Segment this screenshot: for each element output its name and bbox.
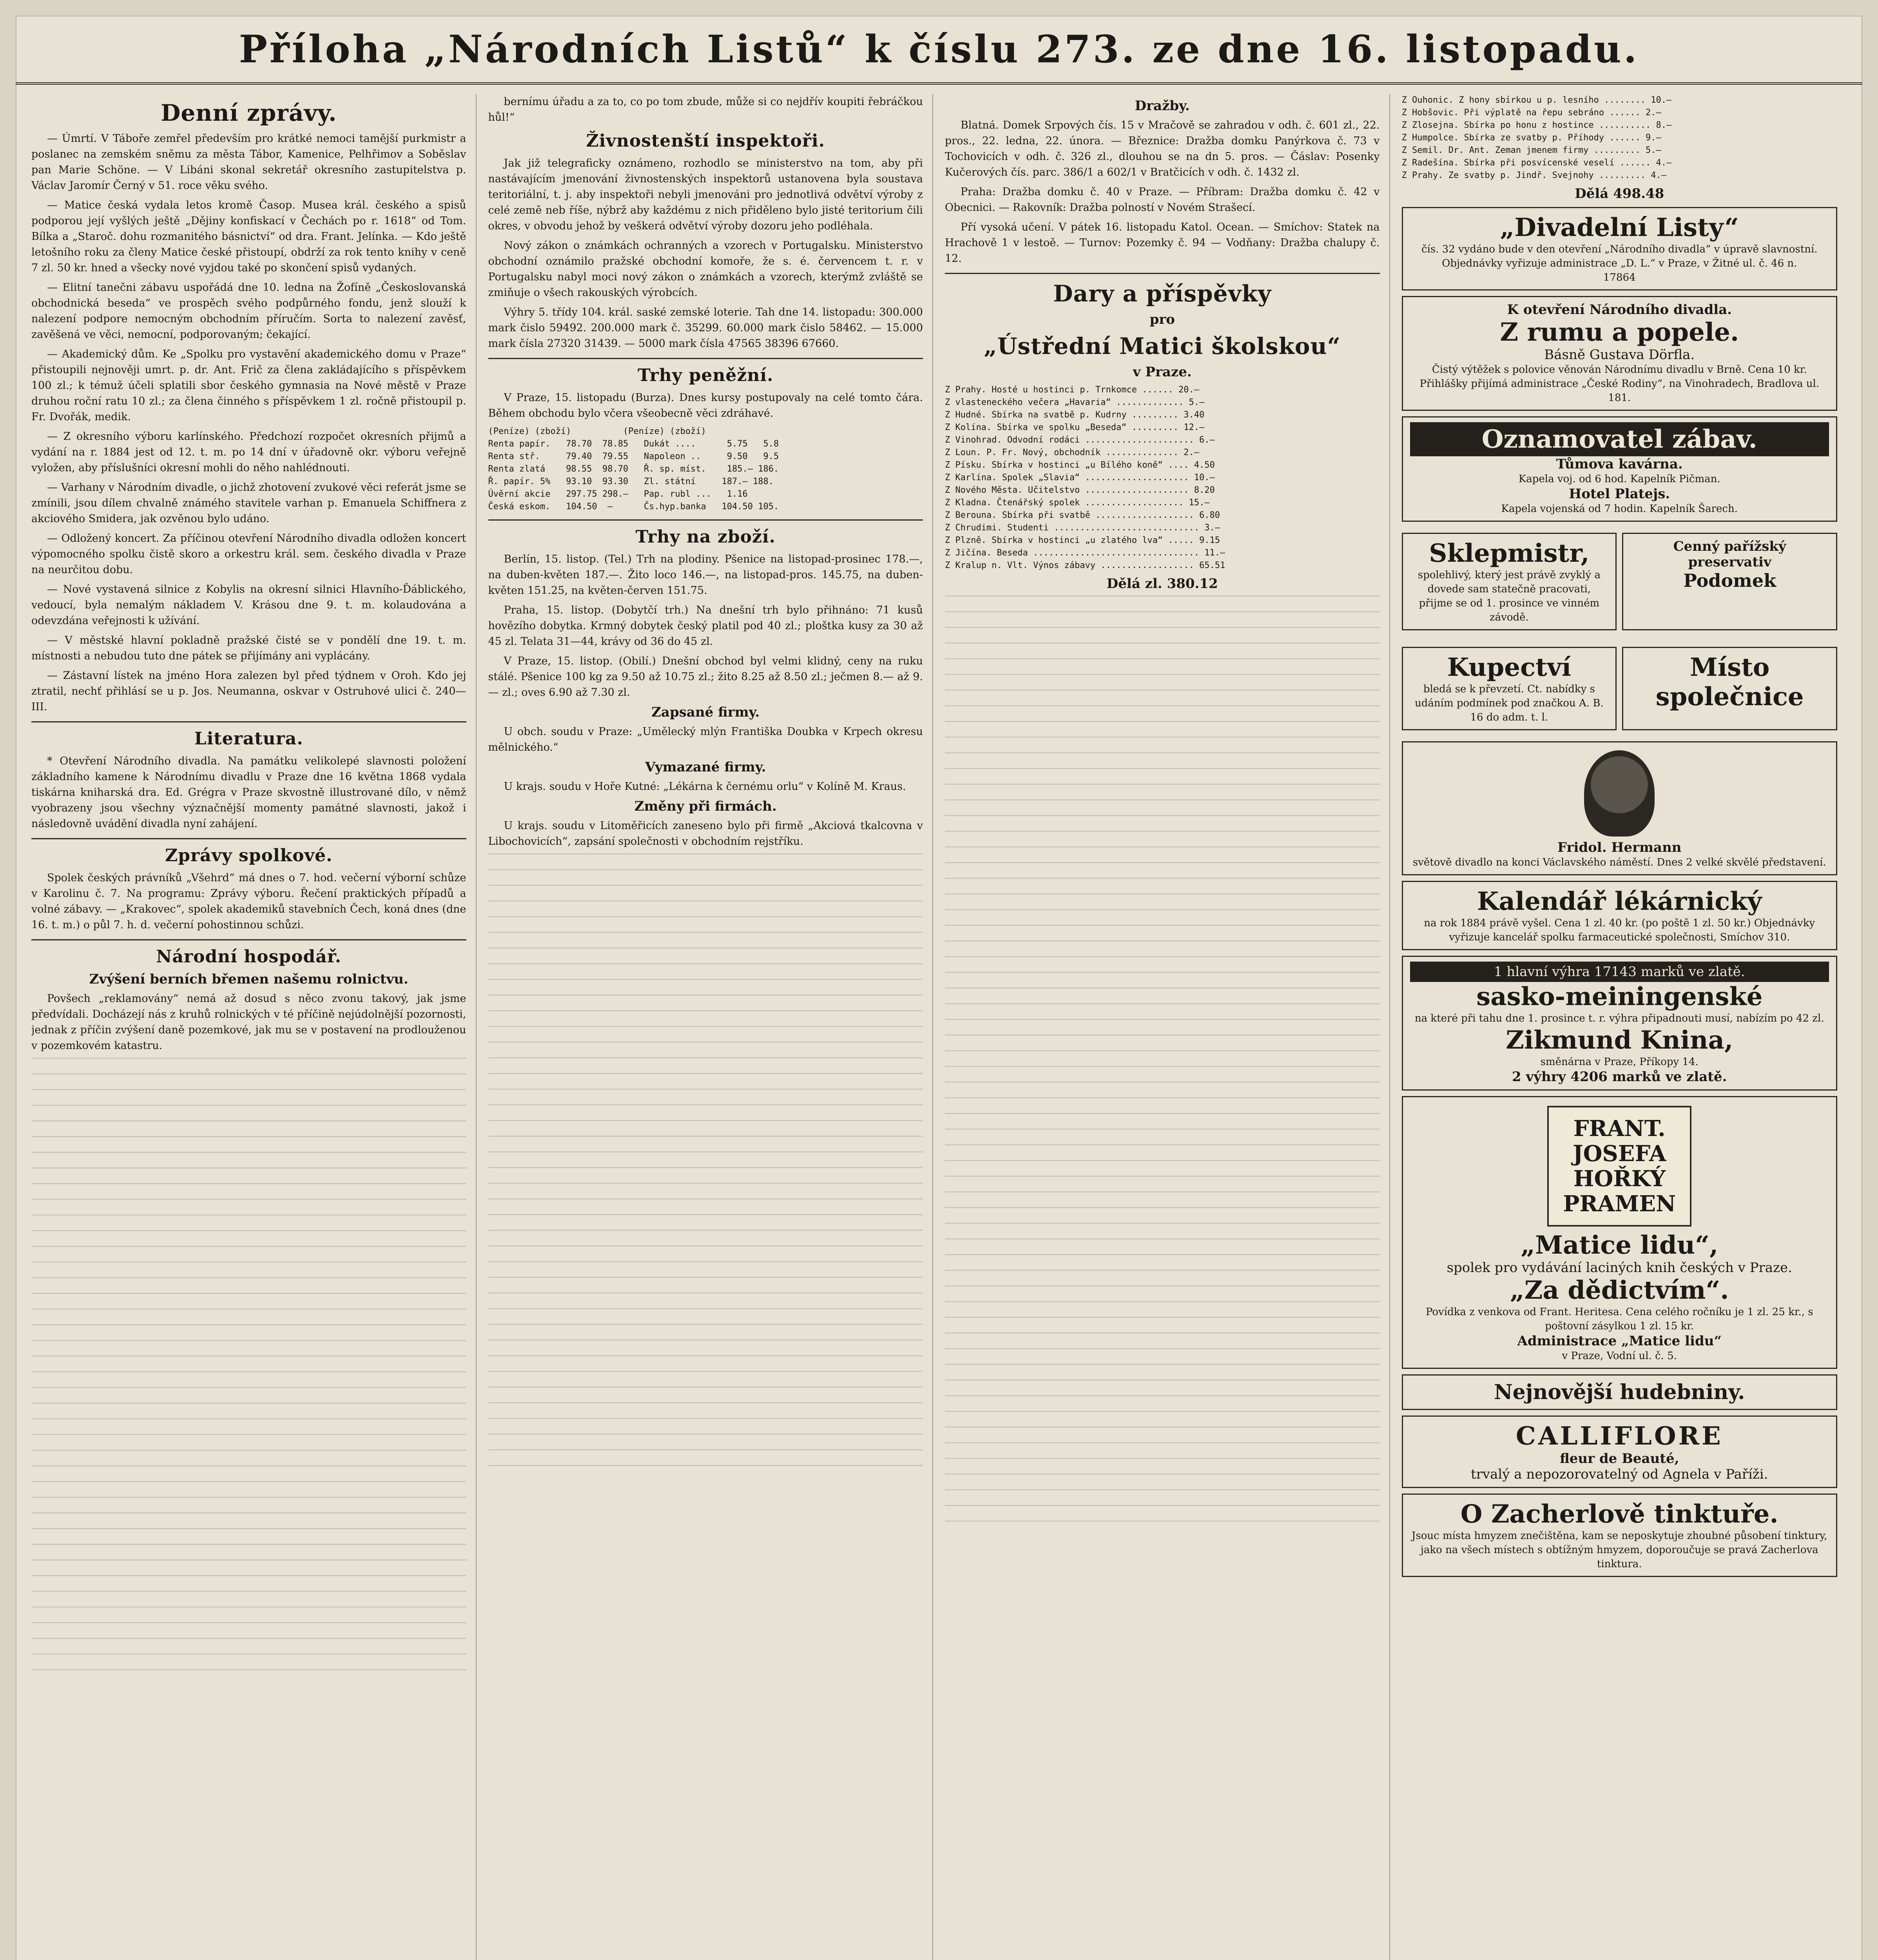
subsection-title: Změny při firmách.	[634, 799, 777, 814]
article-paragraph: Berlín, 15. listop. (Tel.) Trh na plodiny. Pšenice na listopad-prosinec 178.—, na duben-květen 187.—. Žito loco 146.—, na listopad-pros. 145.75, na duben-květen 151.25, na květen-červen 151.75.	[488, 553, 923, 597]
article-paragraph: — Akademický dům. Ke „Spolku pro vystavění akademického domu v Praze“ přistoupili nejnověji umrt. p. dr. Ant. Frič za člena zakládajícího s příspěvkem 100 zl.; k témuž účeli splatili sbor českého gymnasia na Nové městě v Praze druhou roční ratu 10 zl.; za člena činného s příspěvkem 1 zl. ročně přistoupil p. Fr. Dvořák, medik.	[31, 348, 466, 423]
donation-row: Z Prahy. Hosté u hostinci p. Trnkomce ...... 20.—	[945, 385, 1200, 395]
ad-book-title: „Za dědictvím“.	[1510, 1276, 1729, 1305]
article-paragraph: — Elitní tanečni zábavu uspořádá dne 10. ledna na Žofíně „Českoslovanská obchodnická beseda“ ve prospěch svého podpůrného fondu, jenž slouží k nalezení podpore nemocným obchodním příručím. Sorta to nalezení zavěsť, zavěšená ve věci, nemocní, podporovaným; čekající.	[31, 281, 466, 341]
column-3	[945, 94, 1390, 1960]
ad-text: Jsouc místa hmyzem znečištěna, kam se neposkytuje zhoubné působení tinktury, jako na všech místech s obtížným hmyzem, doporoučuje se pravá Zacherlova tinktura.	[1411, 1530, 1827, 1570]
donation-row: Z Kolína. Sbírka ve spolku „Beseda“ ......... 12.—	[945, 423, 1205, 432]
masthead-title: Příloha „Národních Listů“ k číslu 273. ze dne 16. listopadu.	[239, 27, 1639, 71]
section-title-narodni-hospodar: Národní hospodář.	[156, 947, 342, 967]
section-title-trhy-na-zbozi: Trhy na zboží.	[635, 527, 776, 547]
ad-subtitle: spolek pro vydávání laciných knih českých v Praze.	[1447, 1260, 1792, 1276]
donation-row: Z Semil. Dr. Ant. Zeman jmenem firmy ......... 5.—	[1401, 145, 1661, 155]
dary-heading: Dary a příspěvky	[1053, 280, 1272, 307]
article-paragraph: Povšech „reklamovány“ nemá až dosud s něco zvonu takový, jak jsme předvídali. Docházejí nás z kruhů rolnických v té příčině nejúdolnější pozornosti, jednak z příčin zvýšení daně pozemkové, jak mu se v postavení na prodlouženou v pozemkovém katastru.	[31, 993, 466, 1052]
kurs-row: Renta zlatá 98.55 98.70 Ř. sp. míst. 185.— 186.	[488, 464, 779, 474]
subsection-title-drazby: Dražby.	[1135, 98, 1190, 114]
article-paragraph: bernímu úřadu a za to, co po tom zbude, může si co nejdřív koupiti řebráčkou hůl!“	[488, 96, 923, 123]
ad-subtitle: fleur de Beauté,	[1560, 1451, 1679, 1466]
ad-top-band	[1410, 962, 1829, 982]
donation-row: Z vlasteneckého večera „Havaria“ ............. 5.—	[945, 397, 1205, 407]
donation-total: Dělá zl. 380.12	[1106, 576, 1218, 592]
ad-title-band	[1410, 422, 1829, 456]
ad-book-title: Z rumu a popele.	[1500, 318, 1739, 347]
ad-preservativ	[1622, 533, 1837, 630]
ad-text: na které při tahu dne 1. prosince t. r. výhra připadnouti musí, nabízím po 42 zl.	[1414, 1013, 1824, 1024]
article-paragraph: — V městské hlavní pokladně pražské čisté se v pondělí dne 19. t. m. místnosti a nebudou tuto dne pátek se přijímány ani vyplácány.	[31, 634, 466, 662]
label-line: PRAMEN	[1563, 1191, 1676, 1217]
ad-title: „Matice lidu“,	[1521, 1230, 1718, 1260]
ad-kupectvi	[1402, 647, 1617, 730]
ad-address: v Praze, Vodní ul. č. 5.	[1562, 1350, 1677, 1362]
donation-row: Z Berouna. Sbírka při svatbě ................... 6.80	[945, 510, 1220, 520]
ad-divadelni-listy	[1402, 207, 1838, 290]
divider	[31, 939, 466, 940]
column-2	[488, 94, 934, 1960]
column-1-body	[31, 131, 466, 715]
ad-title: O Zacherlově tinktuře.	[1460, 1499, 1778, 1529]
section-title-inspektori: Živnostenští inspektoři.	[586, 131, 825, 151]
dary-subtitle: v Praze.	[1133, 364, 1192, 380]
article-paragraph: Jak již telegraficky oznámeno, rozhodlo se ministerstvo na tom, aby při nastávajícím jmenování živnostenských inspektorů ustanovena byla soustava teritoriální, t. j. aby inspektoři nebyli jmenováni pro jednotlivá odvětví výroby z celé země neb říše, nýbrž aby každému z nich přiděleno bylo jisté teritorium čili okres, v obvodu jehož by veškerá odvětví výroby dozoru jeho podléhala.	[488, 157, 923, 232]
ad-text: spolehlivý, který jest právě zvyklý a dovede sam statečně pracovati, přijme se od 1. prosince ve vinném závodě.	[1418, 569, 1601, 623]
article-paragraph: V Praze, 15. listop. (Obilí.) Dnešní obchod byl velmi klidný, ceny na ruku stálé. Pšenice 100 kg za 9.50 až 10.75 zl.; žito 8.25 až 8.50 zl.; ječmen 8.— až 9.— zl.; oves 6.90 až 7.30 zl.	[488, 655, 923, 699]
donation-row: Z Radešína. Sbírka při posvícenské veselí ...... 4.—	[1401, 158, 1672, 168]
donation-row: Z Humpolce. Sbírka ze svatby p. Příhody ...... 9.—	[1401, 133, 1661, 143]
columns	[31, 94, 1847, 1960]
subsection-title: Vymazané firmy.	[645, 759, 766, 775]
article-paragraph: Pří vysoká učení. V pátek 16. listopadu Katol. Ocean. — Smíchov: Statek na Hrachově 1 v lestoě. — Turnov: Pozemky č. 94 — Vodňany: Dražba chalupy č. 12.	[945, 221, 1380, 265]
ad-text: na rok 1884 právě vyšel. Cena 1 zl. 40 kr. (po poště 1 zl. 50 kr.) Objednávky vyřizuje kancelář spolku farmaceutické společnosti, Smíchov 310.	[1424, 917, 1815, 943]
article-paragraph: Praha, 15. listop. (Dobytčí trh.) Na dnešní trh bylo přihnáno: 71 kusů hovězího dobytka. Krmný dobytek český platil pod 40 zl.; ploštka kusy za 30 až 45 zl. Telata 31—44, krávy od 36 do 45 zl.	[488, 604, 923, 648]
ad-title: Cenný pařížský preservativ	[1673, 539, 1786, 570]
ad-author: Básně Gustava Dörfla.	[1544, 347, 1695, 363]
article-paragraph: — Z okresního výboru karlínského. Předchozí rozpočet okresních přijmů a vydání na r. 1884 jest od 12. t. m. po 14 dní v úřadovně okr. výboru veřejně vyložen, aby příslušníci okresní mohli do něho nahlédnouti.	[31, 430, 466, 474]
venue-name: Hotel Platejs.	[1569, 486, 1670, 502]
ad-title: sasko-meiningenské	[1476, 982, 1763, 1011]
ad-subtitle: Podomek	[1683, 570, 1776, 591]
ad-title: K otevření Národního divadla.	[1507, 302, 1732, 318]
ad-spolecnice	[1622, 647, 1837, 730]
ad-title: CALLIFLORE	[1515, 1421, 1723, 1451]
article-subtitle: Zvýšení berních břemen našemu rolnictvu.	[89, 971, 408, 987]
ad-text: Čistý výtěžek s polovice věnován Národnímu divadlu v Brně. Cena 10 kr. Přihlášky přijímá administrace „České Rodiny“, na Vinohradech, Bradlova ul. 181.	[1419, 364, 1820, 404]
ad-text: čís. 32 vydáno bude v den otevření „Národního divadla“ v úpravě slavnostní. Objednávky vyřizuje administrace „D. L.“ v Praze, v Žitné ul. č. 46 n.	[1421, 243, 1818, 269]
kurs-table-header: (Peníze) (zboží) (Peníze) (zboží)	[488, 426, 706, 436]
article-paragraph: — Nové vystavená silnice z Kobylis na okresní silnici Hlavního-Ďáblického, vedoucí, byla nemalým nákladem V. Krásou dne 9. t. m. kolaudována a odevzdána veřejnosti k užívání.	[31, 583, 466, 627]
venue-detail: Kapela voj. od 6 hod. Kapelník Pičman.	[1518, 473, 1720, 485]
ad-hudebniny	[1402, 1374, 1838, 1410]
ads-two-col	[1402, 527, 1838, 736]
donation-row: Z Hobšovic. Při výplatě na řepu sebráno ...... 2.—	[1401, 108, 1661, 118]
ad-kalendar	[1402, 881, 1838, 950]
donation-row: Z Nového Města. Učitelstvo .................... 8.20	[945, 485, 1215, 495]
ad-title: Kupectví	[1447, 653, 1571, 682]
ad-text: Povídka z venkova od Frant. Heritesa. Cena celého ročníku je 1 zl. 25 kr., s poštovní zásylkou 1 zl. 15 kr.	[1425, 1306, 1813, 1332]
article-paragraph: U krajs. soudu v Hoře Kutné: „Lékárna k černému orlu“ v Kolíně M. Kraus.	[504, 780, 906, 793]
section-title-zpravy-spolkove: Zprávy spolkové.	[165, 846, 333, 866]
donation-row: Z Ouhonic. Z hony sbírkou u p. lesního ........ 10.—	[1401, 95, 1672, 105]
donation-row: Z Hudné. Sbírka na svatbě p. Kudrny ......... 3.40	[945, 410, 1205, 420]
ad-top-line: 1 hlavní výhra 17143 marků ve zlatě.	[1494, 964, 1745, 980]
venue-detail: Kapela vojenská od 7 hodin. Kapelník Šarech.	[1501, 503, 1738, 515]
venue-name: Tůmova kavárna.	[1556, 456, 1683, 472]
text-lines-continuation	[945, 595, 1380, 1536]
ad-hermann	[1402, 741, 1838, 875]
divider	[31, 838, 466, 839]
kurs-row: Renta stř. 79.40 79.55 Napoleon .. 9.50 9.5	[488, 452, 779, 461]
donation-row: Z Loun. P. Fr. Nový, obchodník .............. 2.—	[945, 448, 1200, 457]
ad-title: „Divadelní Listy“	[1500, 213, 1739, 242]
article-paragraph: Nový zákon o známkách ochranných a vzorech v Portugalsku. Ministerstvo obchodní oznámilo pražské obchodní komoře, že s. é. červencem t. r. v Portugalsku nabyl moci nový zákon o známkách a vzorech, kterýmž zvláště se zmiňuje o všech rakouských výrobcích.	[488, 240, 923, 299]
ad-text: světově divadlo na konci Václavského náměstí. Dnes 2 velké skvělé představení.	[1412, 857, 1826, 868]
article-paragraph: V Praze, 15. listopadu (Burza). Dnes kursy postupovaly na celé tomto čára. Během obchodu bylo včera všeobecně věci zdráhavé.	[488, 392, 923, 419]
ad-prize: 2 výhry 4206 marků ve zlatě.	[1512, 1069, 1727, 1085]
kurs-row: Česká eskom. 104.50 — Čs.hyp.banka 104.50 105.	[488, 502, 779, 512]
article-paragraph: — Varhany v Národním divadle, o jichž zhotovení zvukové věci referát jsme se zmínili, jsou dílem chvalně známého stavitele varhan p. Emanuela Schiffnera z akciového Smidera, jak ozvěnou bylo udáno.	[31, 481, 466, 525]
donation-row: Z Karlína. Spolek „Slavia“ .................... 10.—	[945, 473, 1215, 483]
kurs-row: Úvěrní akcie 297.75 298.— Pap. rubl ... 1.16	[488, 489, 748, 499]
divider	[488, 519, 923, 521]
label-line: FRANT.	[1573, 1116, 1666, 1142]
section-title-literatura: Literatura.	[194, 729, 303, 749]
donation-row: Z Vinohrad. Odvodní rodáci ..................... 6.—	[945, 435, 1215, 445]
section-title-denni-zpravy: Denní zprávy.	[161, 100, 337, 126]
article-paragraph: — Matice česká vydala letos kromě Časop. Musea král. českého a spisů podporou její vyšlých ještě „Dějiny konfiskací v Čechách po r. 1618“ od Tom. Bílka a „Staroč. dohu rozmanitého básnictví“ od dra. Frant. Jelínka. — Kdo ještě letošního roku za členy Matice české přistoupí, obdrží za rok tento knihy v ceně 7 zl. 50 kr. hned a všecky nové vyjdou také po skončení spisů vydaných.	[31, 199, 466, 274]
article-paragraph: U obch. soudu v Praze: „Umělecký mlýn Františka Doubka v Krpech okresu mělnického.“	[488, 726, 923, 753]
article-paragraph: — Úmrtí. V Táboře zemřel především pro krátké nemoci tamější purkmistr a poslanec na zemském sněmu za města Tábor, Kamenice, Pelhřimov a Soběslav pan Marie Schöne. — V Libáni skonal sekretář okresního zastupitelstva p. Václav Jaromír Černý v 51. roce věku svého.	[31, 132, 466, 192]
newspaper-page	[16, 16, 1862, 1960]
donation-row: Z Písku. Sbírka v hostinci „u Bílého koně“ .... 4.50	[945, 460, 1215, 470]
ad-admin: Administrace „Matice lidu“	[1517, 1333, 1722, 1349]
ad-title: Sklepmistr,	[1429, 539, 1590, 568]
column-4	[1402, 94, 1847, 1960]
dary-title: „Ústřední Matici školskou“	[984, 333, 1341, 359]
ad-line: trvalý a nepozorovatelný od Agnela v Paříži.	[1471, 1466, 1768, 1482]
ad-name: Zikmund Knina,	[1506, 1025, 1733, 1055]
text-lines-continuation	[31, 1058, 466, 1685]
article-paragraph: Praha: Dražba domku č. 40 v Praze. — Příbram: Dražba domku č. 42 v Obecnici. — Rakovník: Dražba polností v Novém Strašecí.	[945, 186, 1380, 214]
section-title-trhy-penezni: Trhy peněžní.	[638, 365, 774, 385]
donation-row: Z Jičína. Beseda ................................ 11.—	[945, 548, 1225, 558]
divider	[488, 358, 923, 359]
ad-otevreni-divadla	[1402, 296, 1838, 411]
ad-title: Oznamovatel zábav.	[1481, 425, 1757, 454]
masthead	[16, 16, 1862, 85]
article-paragraph: — Odložený koncert. Za příčinou otevření Národního divadla odložen koncert výpomocného spolku čistě skoro a orkestru král. sem. českého divadla v Praze na neurčitou dobu.	[31, 532, 466, 576]
column-1	[31, 94, 477, 1960]
article-paragraph: Blatná. Domek Srpových čís. 15 v Mračově se zahradou v odh. č. 601 zl., 22. pros., 22. ledna, 22. února. — Březnice: Dražba domku Panýrkova č. 73 v Tochovicích v odh. č. 326 zl., dlouhou se na dn 5. pros. — Čáslav: Posenky Kučerových čís. parc. 386/1 a 602/1 v Bratčicích v odh. č. 1432 zl.	[945, 119, 1380, 178]
text-lines-continuation	[488, 853, 923, 1481]
kurs-row: Renta papír. 78.70 78.85 Dukát .... 5.75 5.8	[488, 439, 779, 449]
kurs-row: Ř. papír. 5% 93.10 93.30 Zl. státní 187.— 188.	[488, 477, 774, 486]
label-line: HOŘKÝ	[1573, 1166, 1666, 1192]
ad-address: směnárna v Praze, Příkopy 14.	[1540, 1056, 1699, 1068]
label-line: JOSEFA	[1573, 1141, 1666, 1167]
donation-row: Z Zlosejna. Sbírka po honu z hostince .......... 8.—	[1401, 120, 1672, 130]
dary-pro: pro	[1149, 312, 1175, 327]
article-paragraph: — Zástavní lístek na jméno Hora zalezen byl před týdnem v Oroh. Kdo jej ztratil, nechť přihlásí se u p. Jos. Neumanna, oskvar v Ostruhové ulici č. 240—III.	[31, 670, 466, 713]
ad-sasko-meiningen	[1402, 956, 1838, 1091]
subsection-title: Zapsané firmy.	[651, 704, 760, 720]
ad-text: bledá se k převzetí. Ct. nabídky s udáním podmínek pod značkou A. B. 16 do adm. t. l.	[1415, 683, 1604, 723]
ad-title: Místo společnice	[1655, 653, 1804, 711]
article-paragraph: U krajs. soudu v Litoměřicích zaneseno bylo při firmě „Akciová tkalcovna v Libochovicích“, zapsání společnosti v obchodním rejstříku.	[488, 820, 923, 848]
donation-row: Z Prahy. Ze svatby p. Jindř. Svejnohy ......... 4.—	[1401, 171, 1667, 180]
ad-number: 17864	[1603, 272, 1636, 283]
ad-calliflore	[1402, 1416, 1838, 1488]
ad-sklepmistr	[1402, 533, 1617, 630]
divider	[945, 273, 1380, 274]
article-paragraph: Výhry 5. třídy 104. král. saské zemské loterie. Tah dne 14. listopadu: 300.000 mark čislo 59492. 200.000 mark č. 35299. 60.000 mark čislo 58462. — 15.000 mark čísla 27320 31439. — 5000 mark čísla 47565 38396 67660.	[488, 306, 923, 350]
donation-row: Z Kladna. Čtenářský spolek ................... 15.—	[945, 498, 1210, 508]
donation-row: Z Kralup n. Vlt. Výnos zábavy .................. 65.51	[945, 561, 1225, 570]
donation-total: Dělá 498.48	[1575, 186, 1664, 201]
ad-title: Kalendář lékárnický	[1477, 887, 1762, 916]
ad-oznamovatel-zabav	[1402, 416, 1838, 522]
divider	[31, 721, 466, 722]
article-paragraph: * Otevření Národního divadla. Na památku velikolepé slavnosti položení základního kamene k Národnímu divadlu v Praze dne 16 května 1868 vydala tiskárna kniharská dra. Ed. Grégra v Praze skvostně illustrované dílo, v němž vyobrazeny jsou všechny význačnější momenty památné slavnosti, jakož i následovně uvádění divadla nyní zahájení.	[31, 755, 466, 830]
donation-row: Z Plzně. Sbírka v hostinci „u zlatého lva“ ..... 9.15	[945, 535, 1220, 545]
portrait-image	[1584, 750, 1655, 837]
ad-zacherl	[1402, 1494, 1838, 1577]
donation-row: Z Chrudimi. Studenti ............................ 3.—	[945, 523, 1220, 533]
ad-matice-lidu	[1402, 1096, 1838, 1369]
frant-josefa-label	[1547, 1106, 1691, 1227]
article-paragraph: Spolek českých právníků „Všehrd“ má dnes o 7. hod. večerní výborní schůze v Karolinu č. 7. Na programu: Zprávy výboru. Řečení praktických případů a volné zábavy. — „Krakovec“, spolek akademiků stavebních Čech, koná dnes (dne 16. t. m.) o půl 7. h. d. večerní pohostinnou schůzi.	[31, 872, 466, 931]
ad-title: Nejnovější hudebniny.	[1494, 1380, 1745, 1404]
ad-name: Fridol. Hermann	[1557, 840, 1682, 855]
